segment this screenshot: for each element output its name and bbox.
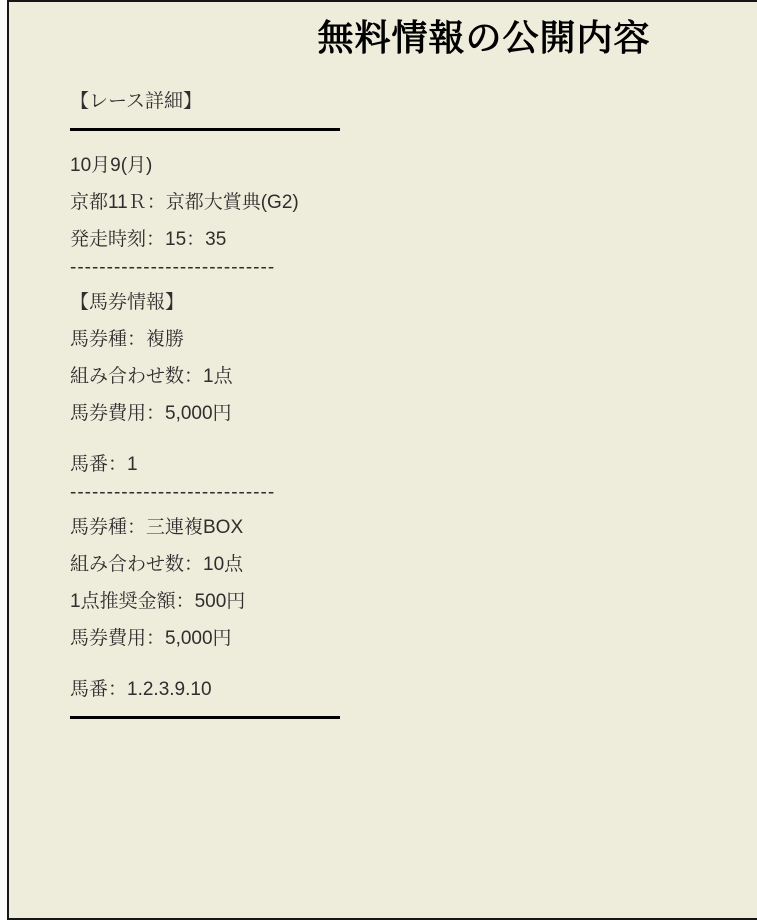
section-heading: 【レース詳細】 — [70, 91, 203, 112]
info-line: 馬券費用：5,000円 — [70, 628, 232, 649]
solid-divider — [70, 716, 340, 719]
line-gap — [70, 657, 690, 671]
info-line: 馬券種：複勝 — [70, 329, 185, 350]
info-line: 組み合わせ数：10点 — [70, 554, 244, 575]
info-line: 組み合わせ数：1点 — [70, 366, 233, 387]
info-line: 1点推奨金額：500円 — [70, 591, 246, 612]
info-line: 馬券費用：5,000円 — [70, 403, 232, 424]
info-body — [70, 83, 690, 719]
page-title: 無料情報の公開内容 — [317, 17, 651, 58]
info-line: 10月9(月) — [70, 155, 153, 176]
info-line: 発走時刻：15：35 — [70, 229, 227, 250]
info-line: 馬番：1.2.3.9.10 — [70, 679, 212, 700]
solid-divider — [70, 128, 340, 131]
info-line: 馬券種：三連複BOX — [70, 517, 244, 538]
section-heading: 【馬券情報】 — [70, 292, 185, 313]
dashed-separator: ---------------------------- — [70, 257, 276, 278]
info-line: 京都11Ｒ：京都大賞典(G2) — [70, 192, 299, 213]
content-panel — [7, 0, 757, 920]
dashed-separator: ---------------------------- — [70, 482, 276, 503]
line-gap — [70, 432, 690, 446]
info-line: 馬番：1 — [70, 454, 138, 475]
